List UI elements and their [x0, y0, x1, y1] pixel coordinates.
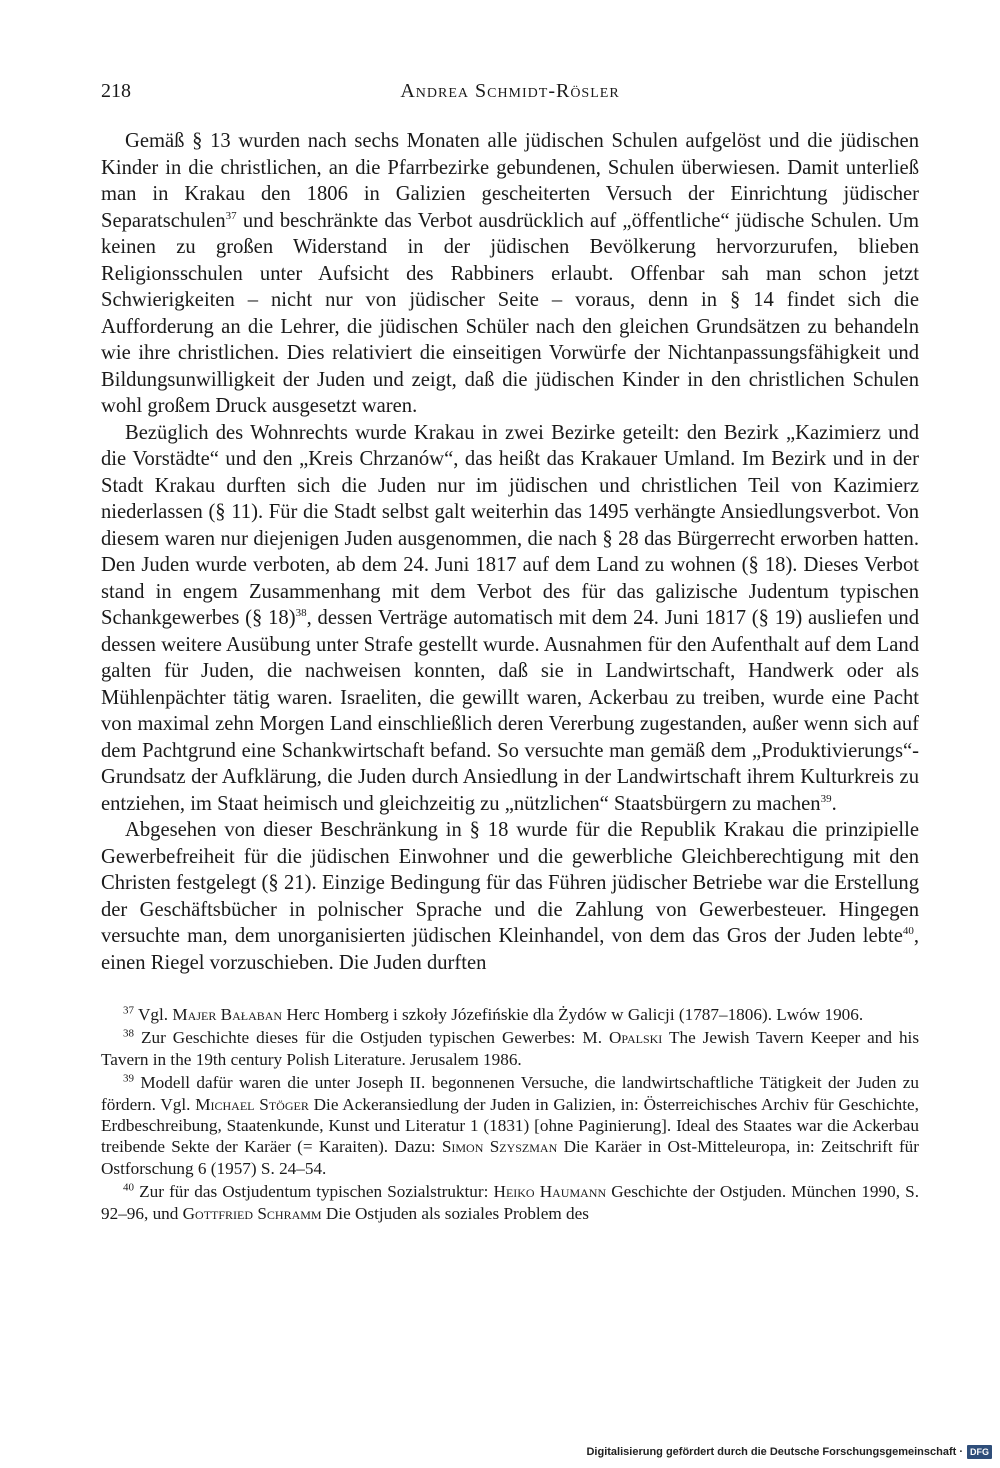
paragraph-3: Abgesehen von dieser Beschränkung in § 18 wurde für die Republik Krakau die prinzipielle Gewerbefreiheit für die jüdischen Einwohner und die gewerbliche Gleichberechtigung mit den Christen festgelegt (§ 21). Einzige Bedingung für das Führen jüdischer Betriebe war die Erstellung der Geschäftsbücher in polnischer Sprache und die Zahlung von Gewerbesteuer. Hingegen versuchte man, dem unorganisierten jüdischen Kleinhandel, von dem das Gros der Juden lebte$^{40}$, einen Riegel vorzuschieben. Die Juden durften: [101, 819, 919, 974]
running-head: Andrea Schmidt-Rösler: [400, 80, 620, 102]
main-text: [101, 128, 919, 976]
digitization-credit: [586, 1445, 992, 1459]
footnote-37: $^{37}$ Vgl. Majer Bałaban Herc Homberg i szkoły Józefińskie dla Żydów w Galicji (1787–1806). Lwów 1906.: [123, 1004, 864, 1024]
footnote-40: $^{40}$ Zur für das Ostjudentum typischen Sozialstruktur: Heiko Haumann Geschichte der Ostjuden. München 1990, S. 92–96, und Gottfried Schramm Die Ostjuden als soziales Problem des: [101, 1181, 919, 1223]
footnotes: [101, 1004, 919, 1226]
paragraph-2: Bezüglich des Wohnrechts wurde Krakau in zwei Bezirke geteilt: den Bezirk „Kazimierz und die Vorstädte“ und den „Kreis Chrzanów“, das heißt das Krakauer Umland. Im Bezirk und in der Stadt Krakau durften sich die Juden nur im jüdischen und christlichen Teil von Kazimierz niederlassen (§ 11). Für die Stadt selbst galt weiterhin das 1495 verhängte Ansiedlungsverbot. Von diesem waren nur diejenigen Juden ausgenommen, die nach § 28 das Bürgerrecht erworben hatten. Den Juden wurde verboten, ab dem 24. Juni 1817 auf dem Land zu wohnen (§ 18). Dieses Verbot stand in engem Zusammenhang mit dem Verbot des für das galizische Judentum typischen Schankgewerbes (§ 18)$^{38}$, dessen Verträge automatisch mit dem 24. Juni 1817 (§ 19) ausliefen und dessen weitere Ausübung unter Strafe gestellt wurde. Ausnahmen für den Aufenthalt auf dem Land galten für Juden, die nachweisen konnten, daß sie in Landwirtschaft, Handwerk oder als Mühlenpächter tätig waren. Israeliten, die gewillt waren, Ackerbau zu treiben, wurde eine Pacht von maximal zehn Morgen Land einschließlich deren Vererbung zugestanden, außer wenn sich auf dem Pachtgrund eine Schankwirtschaft befand. So versuchte man gemäß dem „Produktivierungs“-Grundsatz der Aufklärung, die Juden durch Ansiedlung in der Landwirtschaft ihrem Kulturkreis zu entziehen, im Staat heimisch und gleichzeitig zu „nützlichen“ Staatsbürgern zu machen$^{39}$.: [101, 421, 919, 815]
footnote-ref-37[interactable]: 37: [225, 209, 237, 222]
footnote-ref-38[interactable]: 38: [295, 607, 307, 620]
footnote-39: $^{39}$ Modell dafür waren die unter Joseph II. begonnenen Versuche, die landwirtschaftliche Tätigkeit der Juden zu fördern. Vgl. Michael Stöger Die Ackeransiedlung der Juden in Galizien, in: Österreichisches Archiv für Geschichte, Erdbeschreibung, Staatenkunde, Kunst und Literatur 1 (1831) [ohne Paginierung]. Ideal des Staates war die Ackerbau treibende Sekte der Karäer (= Karaiten). Dazu: Simon Szyszman Die Karäer in Ost-Mitteleuropa, in: Zeitschrift für Ostforschung 6 (1957) S. 24–54.: [101, 1072, 920, 1178]
footnote-38: $^{38}$ Zur Geschichte dieses für die Ostjuden typischen Gewerbes: M. Opalski The Jewish Tavern Keeper and his Tavern in the 19th century Polish Literature. Jerusalem 1986.: [101, 1027, 920, 1069]
paragraph-1: Gemäß § 13 wurden nach sechs Monaten alle jüdischen Schulen aufgelöst und die jüdischen Kinder in die christlichen, an die Pfarrbezirke gebundenen, Schulen überwiesen. Damit unterließ man in Krakau den 1806 in Galizien gescheiterten Versuch der Einrichtung jüdischer Separatschulen$^{37}$ und beschränkte das Verbot ausdrücklich auf „öffentliche“ jüdische Schulen. Um keinen zu großen Widerstand in der jüdischen Bevölkerung hervorzurufen, blieben Religionsschulen unter Aufsicht des Rabbiners erlaubt. Offenbar sah man schon jetzt Schwierigkeiten – nicht nur von jüdischer Seite – voraus, denn in § 14 findet sich die Aufforderung an die Lehrer, die jüdischen Schüler nach den gleichen Grundsätzen zu behandeln wie ihre christlichen. Dies relativiert die einseitigen Vorwürfe der Nichtanpassungsfähigkeit und Bildungsunwilligkeit der Juden und zeigt, daß die jüdischen Kinder in den christlichen Schulen wohl großem Druck ausgesetzt waren.: [101, 130, 919, 417]
page-header: [101, 80, 919, 110]
dfg-logo: DFG: [967, 1445, 992, 1459]
footnote-ref-40[interactable]: 40: [902, 925, 914, 938]
credit-text: Digitalisierung gefördert durch die Deutsche Forschungsgemeinschaft ·: [586, 1446, 963, 1458]
footnote-ref-39[interactable]: 39: [820, 792, 832, 805]
page-number: 218: [101, 80, 131, 102]
